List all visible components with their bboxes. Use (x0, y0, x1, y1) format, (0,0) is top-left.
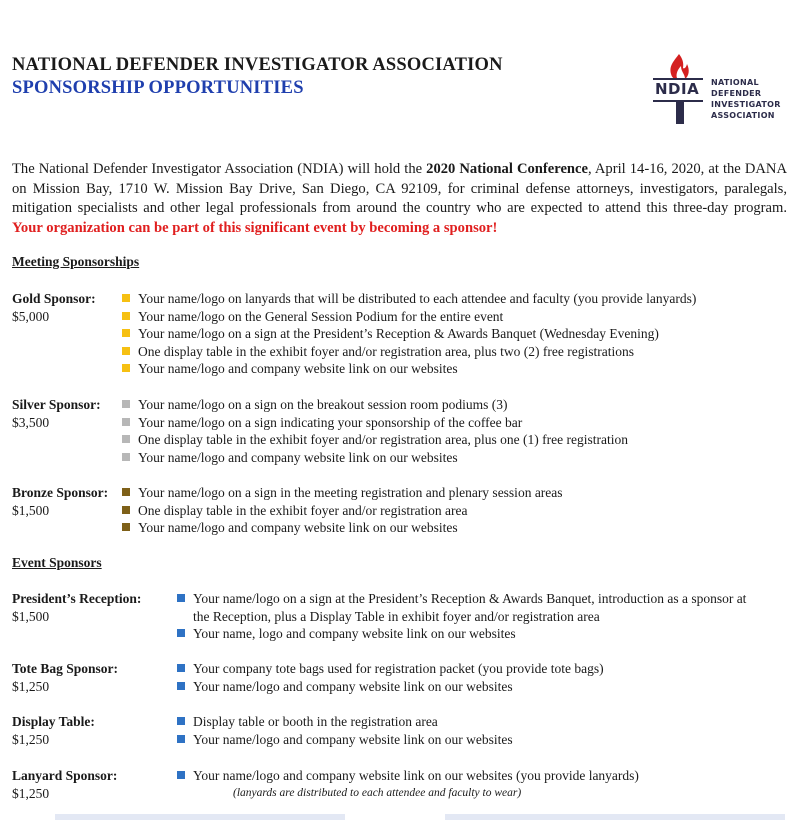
tote-benefits-list (177, 660, 604, 695)
list-item: One display table in the exhibit foyer and/or registration area, plus one (1) free registration (122, 431, 628, 449)
tier-price: $1,500 (12, 502, 50, 518)
list-item: Your company tote bags used for registration packet (you provide tote bags) (177, 660, 604, 678)
bullet-square-icon (177, 735, 185, 743)
tier-price: $5,000 (12, 308, 50, 324)
list-item: Your name, logo and company website link on our websites (177, 625, 763, 643)
bronze-benefits-list (122, 484, 563, 537)
bullet-square-icon (122, 400, 130, 408)
tote-bag-tier (12, 660, 118, 695)
bullet-square-icon (177, 682, 185, 690)
tier-name: Bronze Sponsor: (12, 485, 109, 500)
silver-benefits-list (122, 396, 628, 466)
tier-name: President’s Reception: (12, 591, 142, 606)
bronze-sponsor-tier (12, 484, 108, 519)
bullet-square-icon (122, 329, 130, 337)
list-item: Your name/logo and company website link on our websites (177, 731, 513, 749)
tier-name: Tote Bag Sponsor: (12, 661, 119, 676)
list-item: Your name/logo on the General Session Podium for the entire event (122, 308, 696, 326)
list-item: Your name/logo on a sign at the President’s Reception & Awards Banquet (Wednesday Evening) (122, 325, 696, 343)
bullet-square-icon (122, 523, 130, 531)
gold-benefits-list (122, 290, 696, 378)
gold-sponsor-tier (12, 290, 96, 325)
tier-name: Gold Sponsor: (12, 291, 96, 306)
silver-sponsor-tier (12, 396, 101, 431)
bullet-square-icon (122, 488, 130, 496)
intro-paragraph: The National Defender Investigator Association (NDIA) will hold the 2020 National Conference, April 14-16, 2020, at the DANA on Mission Bay, 1710 W. Mission Bay Drive, San Diego, CA 92109, for criminal defense attorneys, investigators, paralegals, mitigation specialists and other legal professionals from around the country who are expected to attend this three-day program. Your organization can be part of this significant event by becoming a sponsor! (12, 161, 787, 236)
tier-name: Lanyard Sponsor: (12, 768, 118, 783)
list-item: Your name/logo and company website link on our websites (122, 360, 696, 378)
list-item: Your name/logo on lanyards that will be distributed to each attendee and faculty (you provide lanyards) (122, 290, 696, 308)
list-item: Your name/logo and company website link on our websites (122, 449, 628, 467)
tier-price: $1,250 (12, 731, 50, 747)
list-item: One display table in the exhibit foyer and/or registration area (122, 502, 563, 520)
bullet-square-icon (122, 364, 130, 372)
bullet-square-icon (177, 629, 185, 637)
bullet-square-icon (122, 312, 130, 320)
list-item: One display table in the exhibit foyer and/or registration area, plus two (2) free registrations (122, 343, 696, 361)
bullet-square-icon (122, 294, 130, 302)
list-item: Your name/logo and company website link on our websites (177, 678, 604, 696)
bullet-square-icon (122, 453, 130, 461)
list-item: Your name/logo on a sign on the breakout session room podiums (3) (122, 396, 628, 414)
bullet-square-icon (122, 506, 130, 514)
logo-abbr: NDIA (655, 80, 700, 98)
bullet-square-icon (177, 717, 185, 725)
list-item: Your name/logo on a sign in the meeting registration and plenary session areas (122, 484, 563, 502)
bullet-square-icon (122, 435, 130, 443)
ndia-logo (645, 52, 790, 127)
logo-wordmark: NATIONAL DEFENDER INVESTIGATOR ASSOCIATION (711, 78, 781, 120)
bullet-square-icon (177, 664, 185, 672)
lanyard-benefits-list (177, 767, 639, 802)
list-item: Your name/logo and company website link on our websites (you provide lanyards) (177, 767, 639, 785)
presidents-reception-tier (12, 590, 141, 625)
sponsor-call-to-action: Your organization can be part of this significant event by becoming a sponsor! (12, 219, 498, 236)
list-item: Your name/logo on a sign at the President’s Reception & Awards Banquet, introduction as a sponsor at the Reception, plus a Display Table in exhibit foyer and/or registration area (177, 590, 763, 625)
bullet-square-icon (177, 594, 185, 602)
tier-name: Display Table: (12, 714, 95, 729)
page-subtitle: SPONSORSHIP OPPORTUNITIES (12, 78, 304, 98)
display-table-tier (12, 713, 95, 748)
presidents-benefits-list (177, 590, 763, 643)
bullet-square-icon (122, 347, 130, 355)
meeting-sponsorships-heading: Meeting Sponsorships (12, 254, 140, 269)
bullet-square-icon (122, 418, 130, 426)
lanyard-note: (lanyards are distributed to each attendee and faculty to wear) (233, 786, 522, 799)
footer-divider (55, 814, 345, 820)
tier-price: $1,250 (12, 785, 50, 801)
footer-divider (445, 814, 785, 820)
display-benefits-list (177, 713, 513, 748)
tier-price: $3,500 (12, 414, 50, 430)
list-item: Display table or booth in the registration area (177, 713, 513, 731)
event-sponsors-heading: Event Sponsors (12, 555, 102, 570)
lanyard-sponsor-tier (12, 767, 117, 802)
tier-price: $1,500 (12, 608, 50, 624)
list-item: Your name/logo on a sign indicating your sponsorship of the coffee bar (122, 414, 628, 432)
bullet-square-icon (177, 771, 185, 779)
tier-name: Silver Sponsor: (12, 397, 101, 412)
list-item: Your name/logo and company website link on our websites (122, 519, 563, 537)
page-title: NATIONAL DEFENDER INVESTIGATOR ASSOCIATION (12, 55, 503, 75)
tier-price: $1,250 (12, 678, 50, 694)
